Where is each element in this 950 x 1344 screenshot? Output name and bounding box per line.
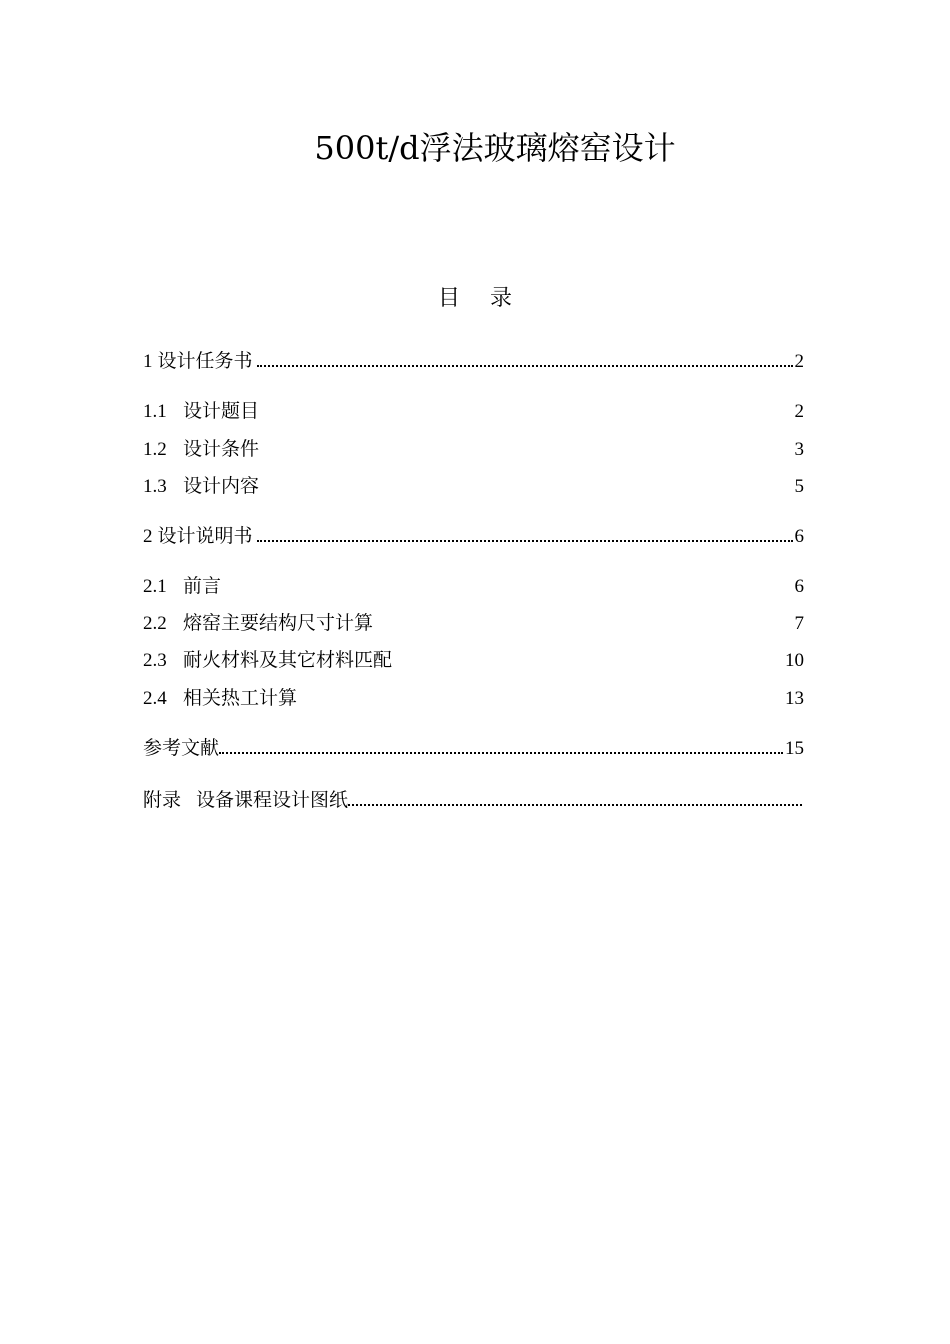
toc-entry-number: 1.2 <box>143 439 167 460</box>
document-title: 500t/d浮法玻璃熔窑设计 <box>314 129 676 167</box>
toc-heading: 目录 <box>437 286 542 311</box>
toc-entry-number: 1.3 <box>143 476 167 497</box>
toc-entry-2-4[interactable] <box>143 685 804 712</box>
toc-entry-page: 2 <box>794 351 804 372</box>
toc-entry-page: 6 <box>794 526 804 547</box>
toc-entry-2-2[interactable] <box>143 610 804 637</box>
toc-entry-number: 2.2 <box>143 613 167 634</box>
toc-entry-label: 设计说明书 <box>157 525 253 547</box>
toc-entry-number: 2.4 <box>143 688 167 709</box>
toc-entry-label: 设计内容 <box>183 475 260 497</box>
toc-entry-1[interactable] <box>143 348 804 375</box>
toc-entry-number: 1.1 <box>143 401 167 422</box>
toc-entry-page: 13 <box>785 688 804 709</box>
toc-entry-page: 5 <box>794 476 804 497</box>
toc-entry-label: 设计条件 <box>183 438 260 460</box>
toc-entry-label: 设计任务书 <box>157 350 253 372</box>
toc-leader-dots <box>219 752 783 754</box>
toc-entry-label: 熔窑主要结构尺寸计算 <box>183 612 374 634</box>
toc-entry-1-3[interactable] <box>143 473 804 500</box>
toc-entry-2[interactable] <box>143 523 804 550</box>
toc-entry-references[interactable] <box>143 735 804 762</box>
toc-entry-number: 2 <box>143 526 153 547</box>
toc-entry-2-3[interactable] <box>143 647 804 674</box>
toc-entry-appendix[interactable] <box>143 787 804 814</box>
toc-entry-number: 2.1 <box>143 576 167 597</box>
toc-entry-1-1[interactable] <box>143 398 804 425</box>
toc-entry-page: 7 <box>794 613 804 634</box>
toc-entry-label: 耐火材料及其它材料匹配 <box>183 649 393 671</box>
toc-entry-label: 前言 <box>183 575 222 597</box>
toc-entry-1-2[interactable] <box>143 436 804 463</box>
toc-entry-page: 10 <box>785 650 804 671</box>
toc-leader-dots <box>348 804 802 806</box>
toc-entry-number: 1 <box>143 351 153 372</box>
toc-entry-page: 3 <box>794 439 804 460</box>
toc-entry-2-1[interactable] <box>143 573 804 600</box>
toc-entry-page: 15 <box>785 738 804 759</box>
toc-leader-dots <box>257 540 793 542</box>
toc-entry-number: 附录 <box>143 790 182 811</box>
toc-entry-number: 2.3 <box>143 650 167 671</box>
toc-entry-label: 相关热工计算 <box>183 687 298 709</box>
toc-leader-dots <box>257 365 793 367</box>
toc-entry-label: 设计题目 <box>183 400 260 422</box>
toc-entry-label: 设备课程设计图纸 <box>196 789 349 811</box>
toc-entry-page: 6 <box>794 576 804 597</box>
toc-entry-label: 参考文献 <box>143 737 220 759</box>
toc-entry-page: 2 <box>794 401 804 422</box>
